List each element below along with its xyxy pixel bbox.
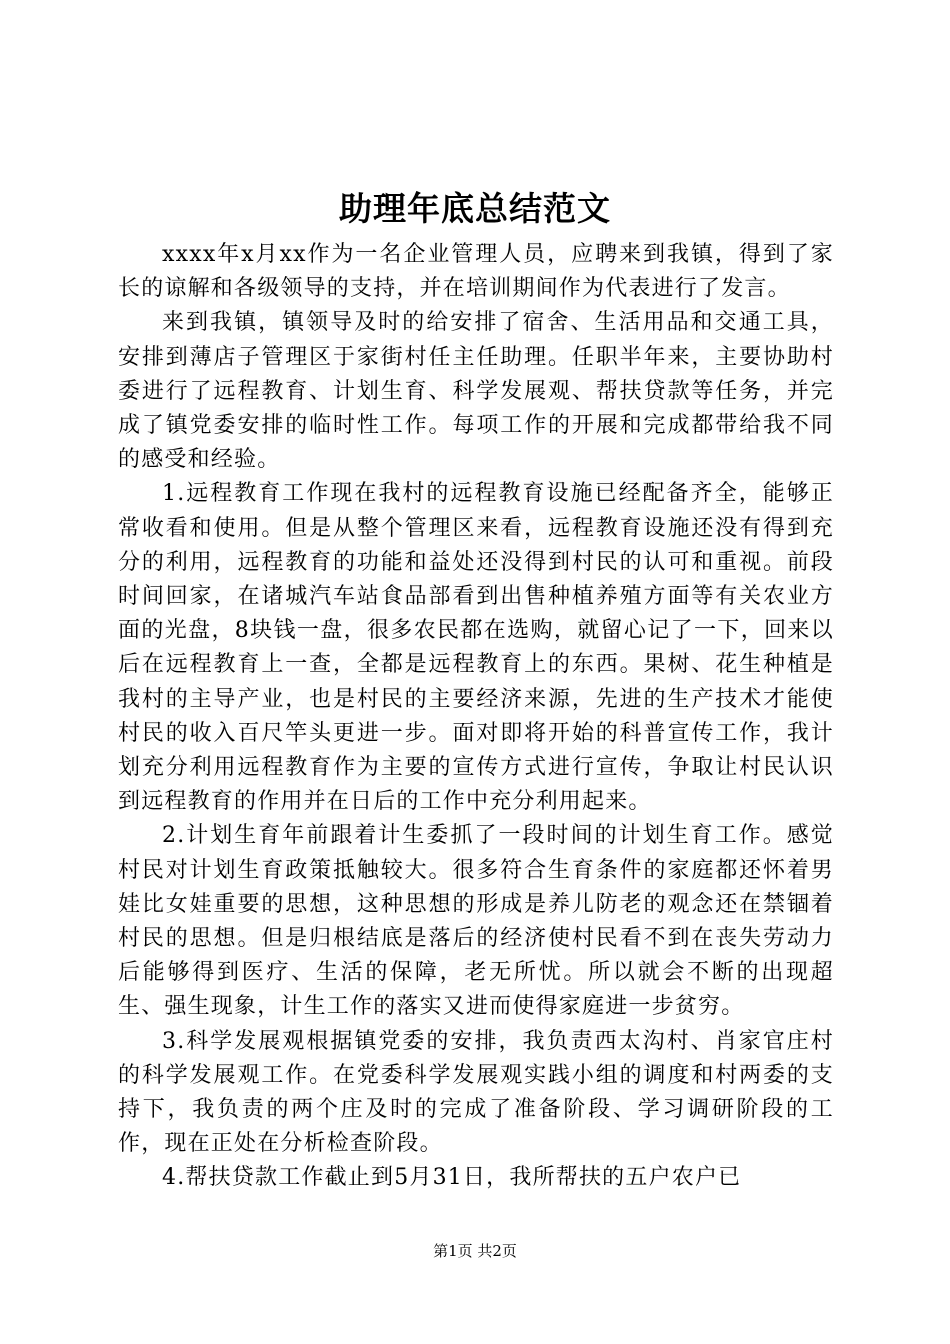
paragraph-4: 2.计划生育年前跟着计生委抓了一段时间的计划生育工作。感觉村民对计划生育政策抵触较大。很多符合生育条件的家庭都还怀着男娃比女娃重要的思想，这种思想的形成是养儿防老的观念还在禁锢着村民的思想。但是归根结底是落后的经济使村民看不到在丧失劳动力后能够得到医疗、生活的保障，老无所忧。所以就会不断的出现超生、强生现象，计生工作的落实又进而使得家庭进一步贫穷。: [118, 823, 834, 1020]
page-number-footer: 第1页 共2页: [433, 1242, 517, 1260]
paragraph-3: 1.远程教育工作现在我村的远程教育设施已经配备齐全，能够正常收看和使用。但是从整个管理区来看，远程教育设施还没有得到充分的利用，远程教育的功能和益处还没得到村民的认可和重视。前段时间回家，在诸城汽车站食品部看到出售种植养殖方面等有关农业方面的光盘，8块钱一盘，很多农民都在选购，就留心记了一下，回来以后在远程教育上一查，全都是远程教育上的东西。果树、花生种植是我村的主导产业，也是村民的主要经济来源，先进的生产技术才能使村民的收入百尺竿头更进一步。面对即将开始的科普宣传工作，我计划充分利用远程教育作为主要的宣传方式进行宣传，争取让村民认识到远程教育的作用并在日后的工作中充分利用起来。: [118, 481, 834, 815]
document-body: [118, 238, 834, 1196]
paragraph-6: 4.帮扶贷款工作截止到5月31日，我所帮扶的五户农户已: [162, 1165, 742, 1191]
paragraph-1: xxxx年x月xx作为一名企业管理人员，应聘来到我镇，得到了家长的谅解和各级领导的支持，并在培训期间作为代表进行了发言。: [118, 242, 834, 302]
document-title: 助理年底总结范文: [339, 189, 611, 228]
paragraph-2: 来到我镇，镇领导及时的给安排了宿舍、生活用品和交通工具，安排到薄店子管理区于家街村任主任助理。任职半年来，主要协助村委进行了远程教育、计划生育、科学发展观、帮扶贷款等任务，并完成了镇党委安排的临时性工作。每项工作的开展和完成都带给我不同的感受和经验。: [118, 310, 834, 473]
paragraph-5: 3.科学发展观根据镇党委的安排，我负责西太沟村、肖家官庄村的科学发展观工作。在党委科学发展观实践小组的调度和村两委的支持下，我负责的两个庄及时的完成了准备阶段、学习调研阶段的工作，现在正处在分析检查阶段。: [118, 1028, 834, 1157]
